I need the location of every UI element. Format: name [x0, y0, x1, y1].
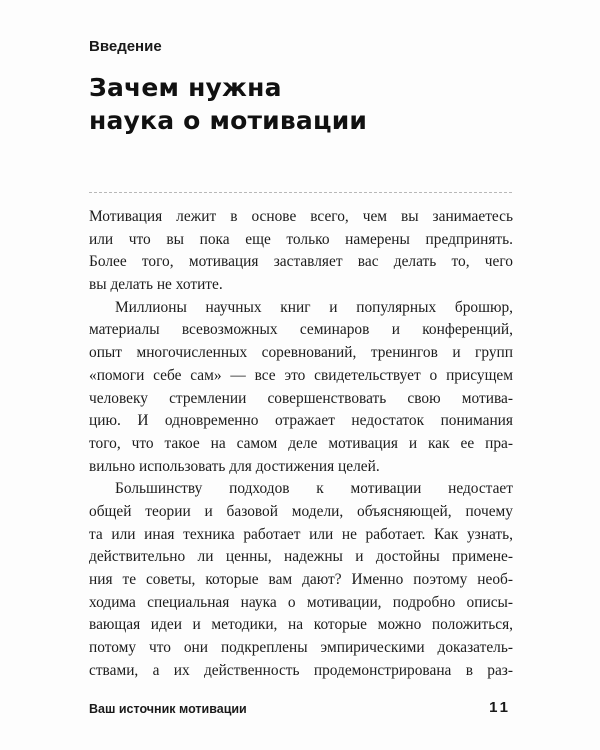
section-label: Введение — [89, 38, 162, 55]
text-line: ходима специальная наука о мотивации, подробно описы- — [89, 593, 513, 611]
text-line: вильно использовать для достижения целей. — [89, 457, 380, 475]
section-divider — [89, 192, 512, 193]
text-line: ствами, а их действенность продемонстрирована в раз- — [89, 661, 513, 679]
text-line: вы делать не хотите. — [89, 276, 223, 294]
chapter-title — [89, 71, 367, 137]
text-line: «помоги себе сам» — все это свидетельствует о присущем — [89, 366, 513, 384]
text-line: ния те советы, которые вам дают? Именно поэтому необ- — [89, 571, 513, 588]
text-line: вающая идеи и методики, на которые можно положиться, — [89, 616, 513, 634]
text-line: Мотивация лежит в основе всего, чем вы занимаетесь — [89, 208, 513, 225]
chapter-title-line: Зачем нужна — [89, 73, 282, 102]
text-line: или что вы пока еще только намерены предпринять. — [89, 230, 513, 248]
text-line: Миллионы научных книг и популярных брошюр, — [115, 298, 513, 316]
page-number: 11 — [489, 699, 511, 716]
text-line: опыт многочисленных соревнований, тренингов и групп — [89, 344, 513, 362]
text-line: того, что такое на самом деле мотивация и как ее пра- — [89, 434, 513, 452]
text-line: человеку стремлении совершенствовать свою мотива- — [89, 389, 513, 407]
text-line: материалы всевозможных семинаров и конференций, — [89, 321, 513, 339]
paragraph — [89, 297, 513, 479]
footer-book-title: Ваш источник мотивации — [89, 702, 247, 716]
text-line: Более того, мотивация заставляет вас делать то, чего — [89, 253, 513, 271]
text-line: цию. И одновременно отражает недостаток понимания — [89, 412, 513, 430]
text-line: Большинству подходов к мотивации недостает — [115, 480, 513, 498]
text-line: общей теории и базовой модели, объясняющей, почему — [89, 502, 513, 520]
paragraph — [89, 206, 513, 297]
text-line: действительно ли ценны, надежны и достойны примене- — [89, 548, 513, 566]
text-line: потому что они подкреплены эмпирическими доказатель- — [89, 639, 513, 657]
text-line: та или иная техника работает или не работает. Как узнать, — [89, 525, 513, 543]
body-text — [89, 206, 513, 682]
paragraph — [89, 478, 513, 682]
chapter-title-line: наука о мотивации — [89, 106, 368, 135]
